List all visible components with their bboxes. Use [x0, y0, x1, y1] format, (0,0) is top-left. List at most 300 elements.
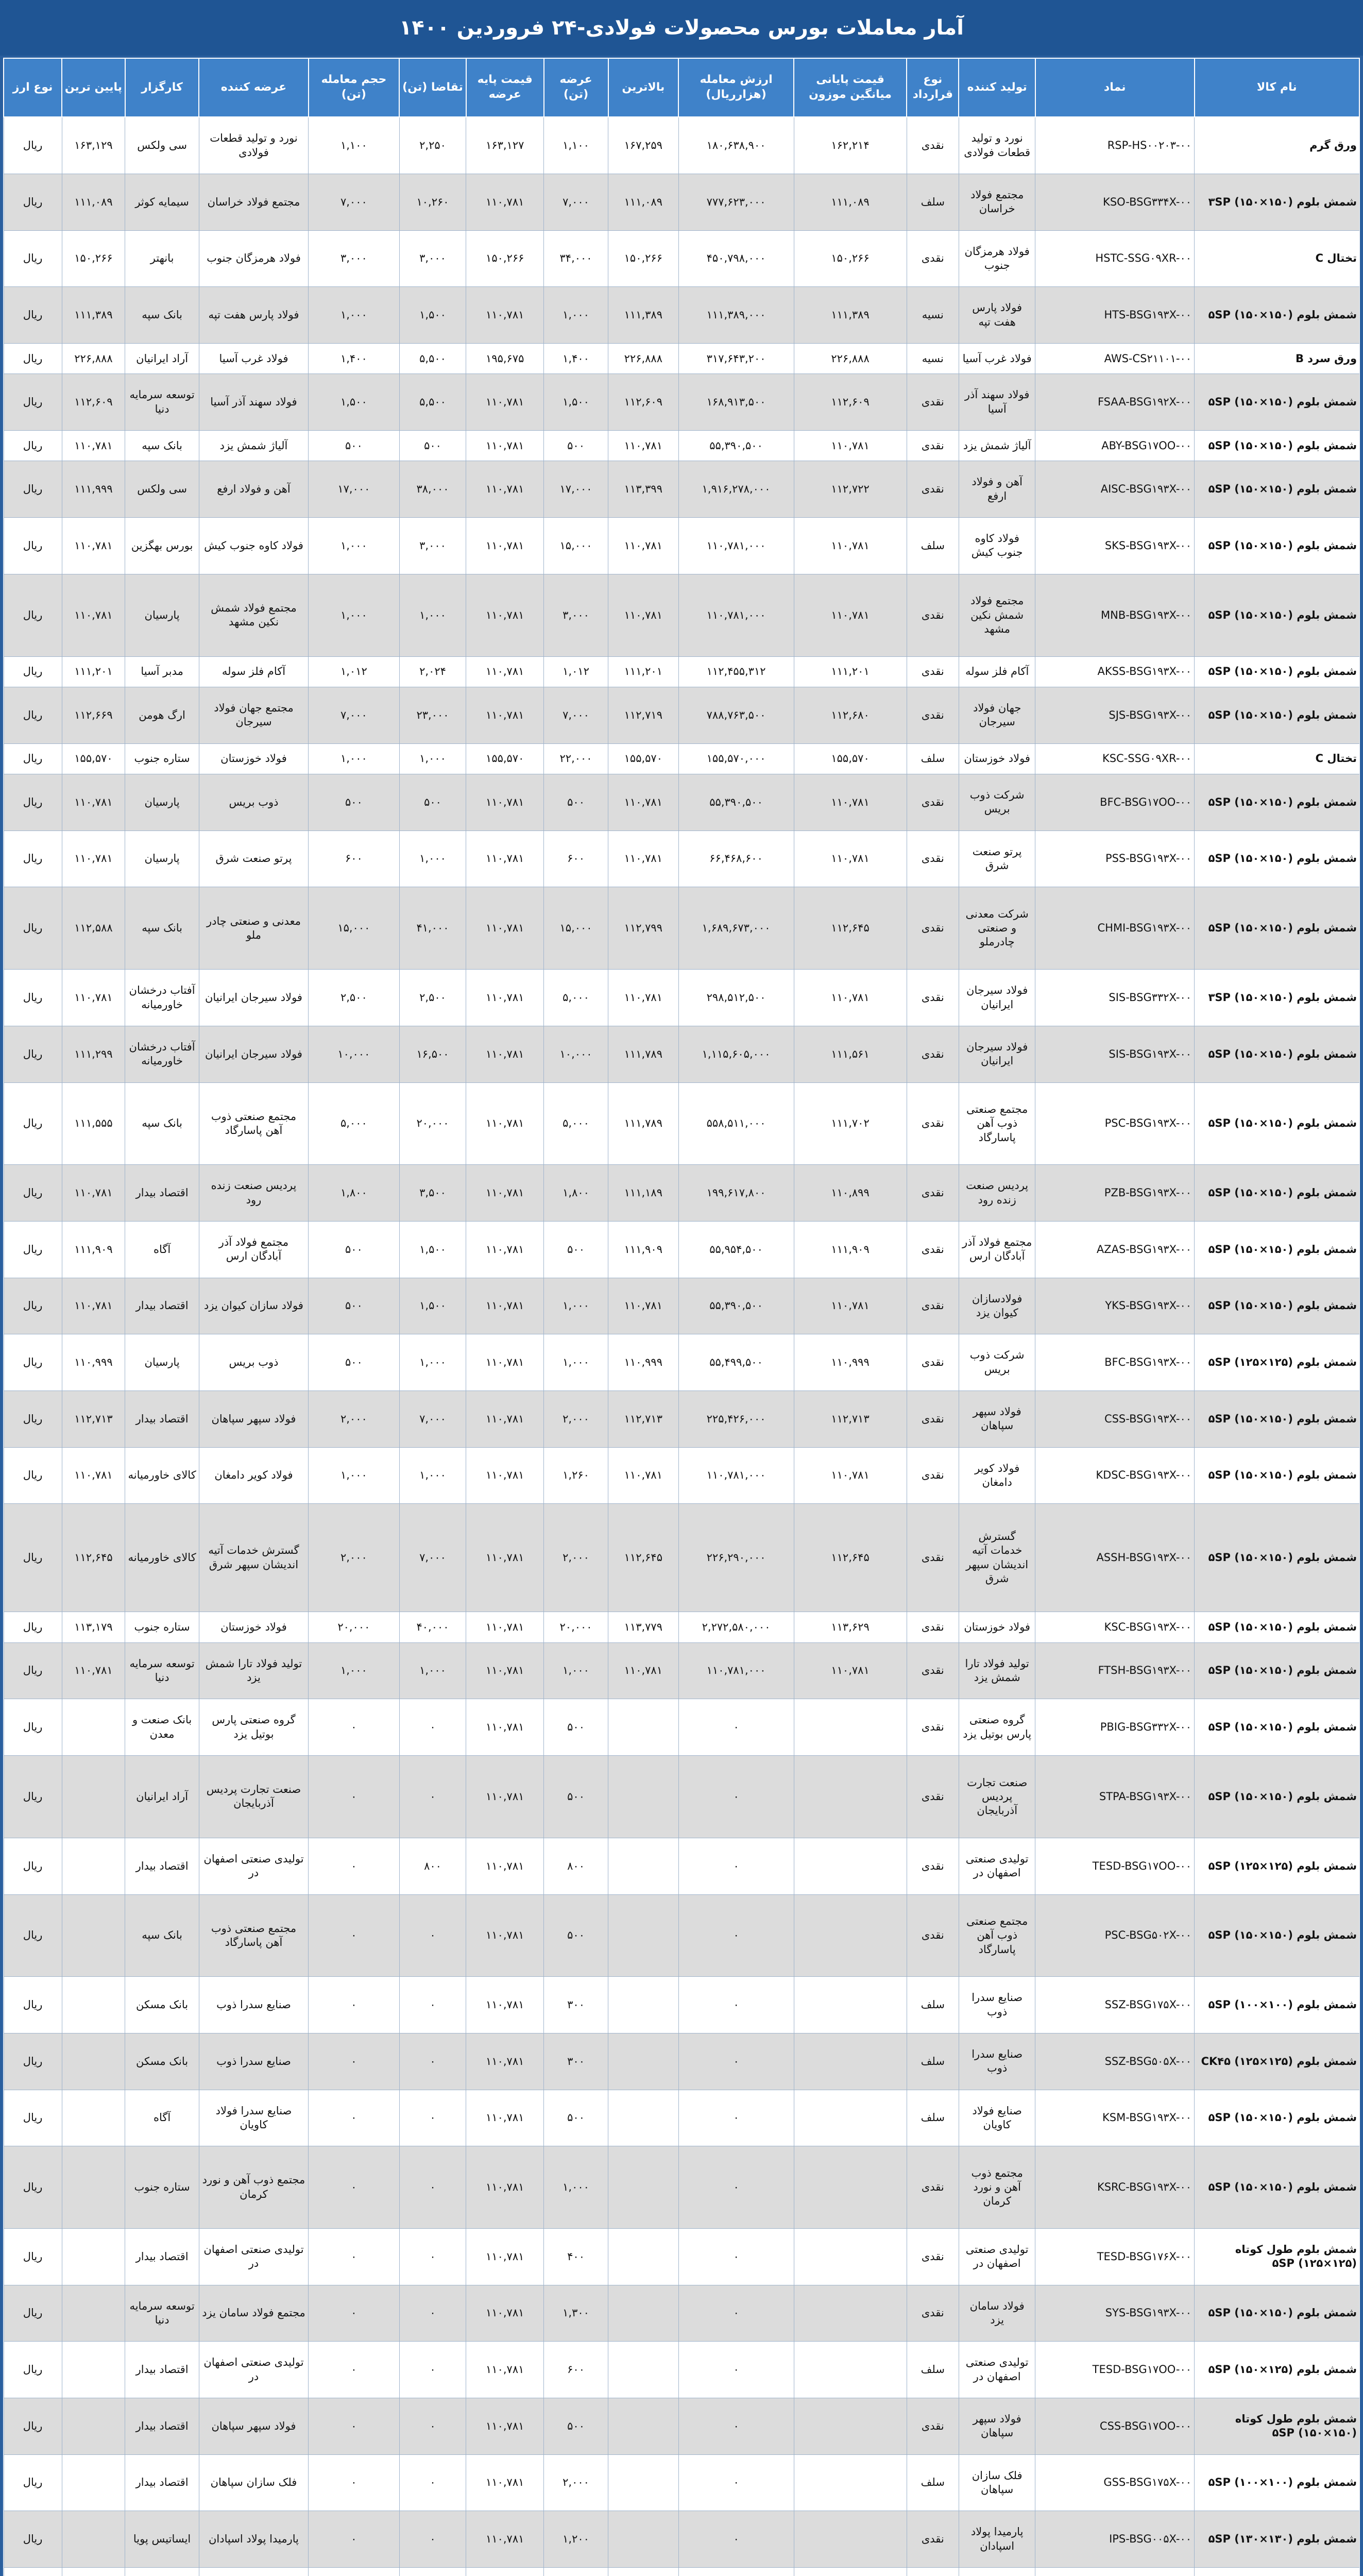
cell-base-price: ۱۱۰,۷۸۱	[466, 1026, 544, 1082]
cell-lowest	[62, 2285, 125, 2342]
cell-contract-type: سلف	[907, 518, 959, 574]
cell-supplier: فولاد کویر دامغان	[199, 1447, 308, 1504]
table-row	[4, 2090, 1359, 2146]
cell-base-price: ۱۱۰,۷۸۱	[466, 774, 544, 831]
cell-broker: اقتصاد بیدار	[125, 1838, 199, 1894]
table-row	[4, 2454, 1359, 2511]
cell-symbol: YKS-BSG۱۹۳X-۰۰	[1035, 1278, 1195, 1334]
cell-supplier: فولاد غرب آسیا	[199, 343, 308, 374]
cell-trade-value: ۲۲۵,۴۲۶,۰۰۰	[678, 1391, 794, 1447]
cell-trade-value: ۰	[678, 1977, 794, 2033]
cell-highest	[608, 2568, 679, 2576]
cell-symbol: ASSH-BSG۱۹۳X-۰۰	[1035, 1504, 1195, 1612]
cell-trade-volume: ۰	[309, 2146, 400, 2229]
cell-supply: ۱۵,۰۰۰	[544, 518, 608, 574]
cell-supply: ۶۰۰	[544, 2342, 608, 2398]
cell-base-price: ۱۱۰,۷۸۱	[466, 1391, 544, 1447]
cell-commodity: شمش بلوم (۱۵۰×۱۵۰) ۵SP	[1195, 2146, 1359, 2229]
cell-supply: ۱,۱۰۰	[544, 117, 608, 174]
cell-trade-value: ۱,۱۱۵,۶۰۵,۰۰۰	[678, 1026, 794, 1082]
cell-highest: ۱۱۱,۷۸۹	[608, 1026, 679, 1082]
cell-demand: ۸۰۰	[399, 1838, 466, 1894]
cell-producer: پارمیدا پولاد اسپادان	[959, 2511, 1035, 2568]
cell-trade-value: ۰	[678, 2342, 794, 2398]
cell-contract-type: نسیه	[907, 287, 959, 344]
cell-base-price: ۱۱۰,۷۸۱	[466, 374, 544, 431]
cell-symbol: BFC-BSG۱۷OO-۰۰	[1035, 774, 1195, 831]
cell-demand: ۲۰,۰۰۰	[399, 1082, 466, 1165]
table-row	[4, 774, 1359, 831]
table-row	[4, 1026, 1359, 1082]
cell-weighted-avg-price: ۱۱۱,۰۸۹	[794, 174, 907, 231]
table-row	[4, 887, 1359, 970]
cell-highest	[608, 2342, 679, 2398]
cell-highest: ۱۱۰,۷۸۱	[608, 574, 679, 656]
cell-demand: ۴۱,۰۰۰	[399, 887, 466, 970]
cell-supplier: تولیدی صنعتی اصفهان در	[199, 2342, 308, 2398]
cell-lowest: ۱۱۰,۷۸۱	[62, 970, 125, 1026]
cell-contract-type: نقدی	[907, 1642, 959, 1699]
cell-trade-value: ۵۵,۳۹۰,۵۰۰	[678, 1278, 794, 1334]
table-row	[4, 1977, 1359, 2033]
cell-trade-volume: ۷,۰۰۰	[309, 687, 400, 744]
cell-producer: فولادسازان کیوان یزد	[959, 1278, 1035, 1334]
cell-lowest: ۱۱۰,۷۸۱	[62, 1278, 125, 1334]
cell-symbol: AISC-BSG۱۹۳X-۰۰	[1035, 461, 1195, 518]
cell-broker: بانهتر	[125, 230, 199, 287]
cell-weighted-avg-price: ۱۱۱,۵۶۱	[794, 1026, 907, 1082]
cell-supplier: صنایع سدرا ذوب	[199, 1977, 308, 2033]
cell-trade-value: ۵۵,۳۹۰,۵۰۰	[678, 431, 794, 461]
cell-trade-volume: ۱,۰۱۲	[309, 656, 400, 687]
cell-weighted-avg-price: ۱۱۰,۷۸۱	[794, 774, 907, 831]
cell-weighted-avg-price	[794, 2285, 907, 2342]
cell-broker: مدبر آسیا	[125, 656, 199, 687]
cell-trade-value: ۰	[678, 2033, 794, 2090]
cell-supply: ۱,۸۰۰	[544, 1165, 608, 1222]
cell-base-price: ۱۱۰,۷۸۱	[466, 887, 544, 970]
cell-commodity: شمش بلوم (۱۵۰×۱۵۰) ۵SP	[1195, 1447, 1359, 1504]
cell-producer: گسترش خدمات آتیه اندیشان سپهر شرق	[959, 1504, 1035, 1612]
cell-base-price: ۱۱۰,۷۸۱	[466, 2285, 544, 2342]
cell-supplier: فلک سازان سپاهان	[199, 2454, 308, 2511]
cell-demand: ۳,۵۰۰	[399, 1165, 466, 1222]
cell-currency: ریال	[4, 374, 62, 431]
cell-demand: ۰	[399, 1699, 466, 1756]
cell-trade-volume: ۵۰۰	[309, 774, 400, 831]
cell-highest: ۱۱۱,۷۸۹	[608, 1082, 679, 1165]
cell-trade-value: ۰	[678, 1756, 794, 1838]
cell-supply: ۲۰,۰۰۰	[544, 1612, 608, 1642]
cell-weighted-avg-price: ۱۱۲,۶۴۵	[794, 1504, 907, 1612]
cell-producer: مجتمع ذوب آهن و نورد کرمان	[959, 2146, 1035, 2229]
cell-base-price: ۱۱۰,۷۸۱	[466, 1082, 544, 1165]
cell-broker: اقتصاد بیدار	[125, 2342, 199, 2398]
cell-lowest: ۱۱۱,۲۰۱	[62, 656, 125, 687]
cell-lowest: ۱۱۲,۵۸۸	[62, 887, 125, 970]
cell-producer: پردیس صنعت زنده رود	[959, 1165, 1035, 1222]
cell-lowest	[62, 2033, 125, 2090]
cell-trade-volume: ۵۰۰	[309, 1222, 400, 1278]
column-header-supply: عرضه (تن)	[544, 58, 608, 117]
cell-broker: توسعه سرمایه دنیا	[125, 374, 199, 431]
cell-broker: بانک سپه	[125, 287, 199, 344]
cell-base-price: ۱۱۰,۷۸۱	[466, 1756, 544, 1838]
cell-supply: ۵۰۰	[544, 2398, 608, 2455]
cell-highest	[608, 1838, 679, 1894]
cell-producer: فولاد هرمزگان جنوب	[959, 230, 1035, 287]
cell-contract-type: نقدی	[907, 2398, 959, 2455]
cell-weighted-avg-price	[794, 1838, 907, 1894]
cell-trade-volume	[309, 2568, 400, 2576]
cell-supplier: فولاد خوزستان	[199, 743, 308, 774]
cell-highest: ۱۱۰,۷۸۱	[608, 1642, 679, 1699]
cell-trade-value: ۰	[678, 1838, 794, 1894]
cell-demand: ۱,۰۰۰	[399, 743, 466, 774]
cell-supplier: فولاد کاوه جنوب کیش	[199, 518, 308, 574]
cell-commodity: تختال C	[1195, 230, 1359, 287]
cell-lowest: ۱۶۳,۱۲۹	[62, 117, 125, 174]
cell-weighted-avg-price	[794, 2033, 907, 2090]
cell-producer: شرکت ذوب بریس	[959, 774, 1035, 831]
column-header-trade-volume: حجم معامله (تن)	[309, 58, 400, 117]
cell-currency: ریال	[4, 687, 62, 744]
cell-weighted-avg-price: ۱۱۰,۸۹۹	[794, 1165, 907, 1222]
cell-demand: ۱,۰۰۰	[399, 1334, 466, 1391]
cell-demand: ۴۰,۰۰۰	[399, 1612, 466, 1642]
cell-broker: اقتصاد بیدار	[125, 1391, 199, 1447]
table-row	[4, 1612, 1359, 1642]
cell-producer: تولیدی صنعتی اصفهان در	[959, 2229, 1035, 2285]
cell-demand: ۵۰۰	[399, 774, 466, 831]
cell-highest: ۱۱۰,۷۸۱	[608, 431, 679, 461]
page-title: آمار معاملات بورس محصولات فولادی-۲۴ فروردین ۱۴۰۰	[0, 0, 1363, 56]
cell-currency: ریال	[4, 1447, 62, 1504]
cell-symbol: SIS-BSG۳۳۲X-۰۰	[1035, 970, 1195, 1026]
cell-contract-type: نقدی	[907, 656, 959, 687]
cell-base-price: ۱۱۰,۷۸۱	[466, 2229, 544, 2285]
cell-commodity: شمش بلوم (۱۵۰×۱۵۰) ۳SP	[1195, 970, 1359, 1026]
cell-supplier: فولاد سیرجان ایرانیان	[199, 1026, 308, 1082]
cell-contract-type: نقدی	[907, 2229, 959, 2285]
cell-supply: ۳,۰۰۰	[544, 574, 608, 656]
cell-broker: آگاه	[125, 1222, 199, 1278]
cell-demand: ۷,۰۰۰	[399, 1504, 466, 1612]
cell-highest: ۱۱۲,۷۱۹	[608, 687, 679, 744]
table-header-row	[4, 58, 1359, 117]
cell-commodity: شمش بلوم (۱۵۰×۱۵۰) ۵SP	[1195, 1278, 1359, 1334]
table-row	[4, 1447, 1359, 1504]
cell-highest: ۱۱۱,۱۸۹	[608, 1165, 679, 1222]
cell-lowest: ۱۱۰,۷۸۱	[62, 518, 125, 574]
cell-weighted-avg-price: ۱۱۰,۷۸۱	[794, 1642, 907, 1699]
cell-lowest: ۱۱۱,۰۸۹	[62, 174, 125, 231]
cell-commodity: شمش بلوم (۱۵۰×۱۵۰) ۵SP	[1195, 1222, 1359, 1278]
cell-symbol: PSS-BSG۱۹۳X-۰۰	[1035, 831, 1195, 887]
column-header-trade-value: ارزش معامله (هزارریال)	[678, 58, 794, 117]
cell-supplier: پردیس صنعت زنده رود	[199, 1165, 308, 1222]
cell-demand: ۰	[399, 2229, 466, 2285]
cell-supply: ۱,۲۰۰	[544, 2511, 608, 2568]
cell-producer: مجتمع فولاد خراسان	[959, 174, 1035, 231]
cell-symbol: KSC-BSG۱۹۳X-۰۰	[1035, 1612, 1195, 1642]
cell-currency: ریال	[4, 287, 62, 344]
cell-demand: ۰	[399, 1977, 466, 2033]
cell-trade-value: ۲۹۸,۵۱۲,۵۰۰	[678, 970, 794, 1026]
cell-supplier: ذوب بریس	[199, 1334, 308, 1391]
cell-weighted-avg-price	[794, 2568, 907, 2576]
cell-supplier: تولید فولاد تارا شمش یزد	[199, 1642, 308, 1699]
cell-base-price: ۱۱۰,۷۸۱	[466, 2090, 544, 2146]
cell-supply: ۵۰۰	[544, 1756, 608, 1838]
cell-broker: بانک سپه	[125, 887, 199, 970]
cell-broker: کالای خاورمیانه	[125, 1504, 199, 1612]
cell-contract-type: نقدی	[907, 1756, 959, 1838]
cell-trade-value: ۰	[678, 1894, 794, 1977]
cell-supplier: تولیدی صنعتی اصفهان در	[199, 2229, 308, 2285]
cell-trade-volume: ۱,۰۰۰	[309, 518, 400, 574]
cell-contract-type: نقدی	[907, 117, 959, 174]
cell-broker: بانک سپه	[125, 1082, 199, 1165]
table-row	[4, 518, 1359, 574]
cell-symbol: PZB-BSG۱۹۳X-۰۰	[1035, 1165, 1195, 1222]
cell-producer: فولاد غرب آسیا	[959, 343, 1035, 374]
cell-currency: ریال	[4, 1082, 62, 1165]
cell-trade-volume: ۷,۰۰۰	[309, 174, 400, 231]
cell-broker: پارسیان	[125, 774, 199, 831]
cell-supply: ۱,۴۰۰	[544, 343, 608, 374]
cell-trade-volume: ۰	[309, 2511, 400, 2568]
cell-demand: ۲,۲۵۰	[399, 117, 466, 174]
cell-lowest: ۱۱۳,۱۷۹	[62, 1612, 125, 1642]
cell-commodity: شمش بلوم (۱۵۰×۱۵۰) ۵SP	[1195, 887, 1359, 970]
cell-weighted-avg-price: ۱۱۰,۷۸۱	[794, 574, 907, 656]
cell-symbol: SSZ-BSG۵۰۵X-۰۰	[1035, 2033, 1195, 2090]
cell-demand: ۰	[399, 2285, 466, 2342]
cell-contract-type: سلف	[907, 2454, 959, 2511]
cell-broker: پارسیان	[125, 1334, 199, 1391]
cell-commodity: شمش بلوم (۱۵۰×۱۵۰) ۵SP	[1195, 518, 1359, 574]
cell-supply: ۵۰۰	[544, 2090, 608, 2146]
cell-broker	[125, 2568, 199, 2576]
cell-contract-type: نقدی	[907, 1699, 959, 1756]
cell-demand: ۱,۰۰۰	[399, 574, 466, 656]
cell-base-price: ۱۶۳,۱۲۷	[466, 117, 544, 174]
cell-demand: ۰	[399, 2033, 466, 2090]
cell-broker: اقتصاد بیدار	[125, 2229, 199, 2285]
column-header-broker: کارگزار	[125, 58, 199, 117]
cell-trade-volume: ۱,۰۰۰	[309, 1642, 400, 1699]
cell-producer: آکام فلز سوله	[959, 656, 1035, 687]
cell-weighted-avg-price: ۱۱۰,۹۹۹	[794, 1334, 907, 1391]
cell-currency: ریال	[4, 1642, 62, 1699]
table-row	[4, 1165, 1359, 1222]
cell-lowest	[62, 1756, 125, 1838]
cell-symbol: SYS-BSG۱۹۳X-۰۰	[1035, 2285, 1195, 2342]
cell-broker: سی ولکس	[125, 461, 199, 518]
cell-weighted-avg-price: ۱۵۵,۵۷۰	[794, 743, 907, 774]
cell-highest	[608, 1756, 679, 1838]
cell-base-price: ۱۱۰,۷۸۱	[466, 1894, 544, 1977]
table-row	[4, 1699, 1359, 1756]
cell-symbol: PSC-BSG۵۰۲X-۰۰	[1035, 1894, 1195, 1977]
cell-contract-type: نقدی	[907, 1612, 959, 1642]
cell-commodity: شمش بلوم (۱۵۰×۱۵۰) ۳SP	[1195, 174, 1359, 231]
cell-commodity: شمش بلوم (۱۵۰×۱۵۰) ۵SP	[1195, 656, 1359, 687]
cell-currency: ریال	[4, 887, 62, 970]
cell-lowest: ۱۱۰,۷۸۱	[62, 1447, 125, 1504]
cell-lowest	[62, 2229, 125, 2285]
cell-supply: ۲۲,۰۰۰	[544, 743, 608, 774]
cell-base-price: ۱۱۰,۷۸۱	[466, 1278, 544, 1334]
cell-broker: پارسیان	[125, 574, 199, 656]
cell-highest: ۱۱۳,۳۹۹	[608, 461, 679, 518]
cell-broker: ستاره جنوب	[125, 1612, 199, 1642]
table-row	[4, 1894, 1359, 1977]
cell-currency: ریال	[4, 1222, 62, 1278]
cell-trade-volume: ۵۰۰	[309, 431, 400, 461]
cell-highest: ۱۱۱,۲۰۱	[608, 656, 679, 687]
cell-base-price: ۱۵۰,۲۶۶	[466, 230, 544, 287]
cell-currency: ریال	[4, 117, 62, 174]
cell-supplier: فولاد سپهر سپاهان	[199, 2398, 308, 2455]
cell-supply: ۱,۰۰۰	[544, 1642, 608, 1699]
column-header-symbol: نماد	[1035, 58, 1195, 117]
cell-demand	[399, 2568, 466, 2576]
cell-contract-type: نقدی	[907, 1894, 959, 1977]
cell-trade-volume: ۱,۰۰۰	[309, 1447, 400, 1504]
cell-contract-type: نقدی	[907, 230, 959, 287]
column-header-contract-type: نوع قرارداد	[907, 58, 959, 117]
cell-broker: بورس بهگزین	[125, 518, 199, 574]
cell-lowest: ۱۱۰,۷۸۱	[62, 431, 125, 461]
cell-symbol: SSZ-BSG۱۷۵X-۰۰	[1035, 1977, 1195, 2033]
cell-trade-value: ۰	[678, 2090, 794, 2146]
cell-trade-volume: ۰	[309, 2342, 400, 2398]
table-row	[4, 1391, 1359, 1447]
cell-symbol: MNB-BSG۱۹۳X-۰۰	[1035, 574, 1195, 656]
cell-supply: ۲,۰۰۰	[544, 2454, 608, 2511]
cell-supplier: مجتمع صنعتی ذوب آهن پاسارگاد	[199, 1894, 308, 1977]
cell-weighted-avg-price: ۱۱۳,۶۲۹	[794, 1612, 907, 1642]
cell-highest	[608, 2285, 679, 2342]
cell-supplier	[199, 2568, 308, 2576]
cell-highest: ۱۱۳,۷۷۹	[608, 1612, 679, 1642]
cell-commodity: ورق سرد B	[1195, 343, 1359, 374]
cell-lowest	[62, 2146, 125, 2229]
table-row	[4, 687, 1359, 744]
trading-table	[3, 58, 1360, 2576]
cell-trade-value: ۱۱۲,۴۵۵,۳۱۲	[678, 656, 794, 687]
column-header-producer: تولید کننده	[959, 58, 1035, 117]
cell-demand: ۱,۵۰۰	[399, 1278, 466, 1334]
cell-broker: بانک صنعت و معدن	[125, 1699, 199, 1756]
cell-demand: ۵,۵۰۰	[399, 374, 466, 431]
cell-commodity: شمش بلوم (۱۵۰×۱۵۰) ۵SP	[1195, 2090, 1359, 2146]
cell-trade-value: ۱۱۰,۷۸۱,۰۰۰	[678, 1447, 794, 1504]
cell-trade-value: ۶۶,۴۶۸,۶۰۰	[678, 831, 794, 887]
cell-weighted-avg-price	[794, 1894, 907, 1977]
cell-base-price: ۱۱۰,۷۸۱	[466, 1447, 544, 1504]
cell-commodity: ورق گرم	[1195, 117, 1359, 174]
cell-highest	[608, 2146, 679, 2229]
cell-supply: ۴۰۰	[544, 2229, 608, 2285]
cell-trade-volume: ۱۷,۰۰۰	[309, 461, 400, 518]
cell-lowest	[62, 1838, 125, 1894]
cell-trade-value: ۱۸۰,۶۳۸,۹۰۰	[678, 117, 794, 174]
cell-producer: فولاد خوزستان	[959, 743, 1035, 774]
cell-highest: ۱۱۲,۶۴۵	[608, 1504, 679, 1612]
cell-supply: ۷,۰۰۰	[544, 174, 608, 231]
cell-commodity: شمش بلوم (۱۵۰×۱۵۰) ۵SP	[1195, 1165, 1359, 1222]
cell-supply: ۱,۳۰۰	[544, 2285, 608, 2342]
cell-contract-type: نقدی	[907, 2146, 959, 2229]
cell-base-price: ۱۱۰,۷۸۱	[466, 687, 544, 744]
table-row	[4, 2229, 1359, 2285]
cell-symbol: RSP-HS۰۰۲۰۳-۰۰	[1035, 117, 1195, 174]
cell-contract-type: سلف	[907, 2033, 959, 2090]
cell-trade-value: ۱۱۰,۷۸۱,۰۰۰	[678, 518, 794, 574]
cell-highest: ۱۱۲,۷۹۹	[608, 887, 679, 970]
cell-commodity: شمش بلوم (۱۵۰×۱۵۰) ۵SP	[1195, 831, 1359, 887]
cell-broker: بانک سپه	[125, 431, 199, 461]
cell-supply: ۳۰۰	[544, 2033, 608, 2090]
cell-trade-value: ۵۵,۴۹۹,۵۰۰	[678, 1334, 794, 1391]
cell-broker: ستاره جنوب	[125, 2146, 199, 2229]
cell-supply: ۱۰,۰۰۰	[544, 1026, 608, 1082]
cell-currency: ریال	[4, 2033, 62, 2090]
table-row	[4, 1334, 1359, 1391]
cell-supply: ۲,۰۰۰	[544, 1391, 608, 1447]
cell-commodity: شمش بلوم (۱۵۰×۱۵۰) ۵SP	[1195, 461, 1359, 518]
cell-base-price: ۱۱۰,۷۸۱	[466, 1612, 544, 1642]
cell-currency: ریال	[4, 1894, 62, 1977]
cell-weighted-avg-price	[794, 2146, 907, 2229]
cell-base-price: ۱۱۰,۷۸۱	[466, 2342, 544, 2398]
cell-commodity: شمش بلوم (۱۵۰×۱۵۰) ۵SP	[1195, 574, 1359, 656]
cell-trade-volume: ۱,۴۰۰	[309, 343, 400, 374]
cell-highest	[608, 2229, 679, 2285]
cell-producer: فولاد سهند آذر آسیا	[959, 374, 1035, 431]
cell-base-price: ۱۱۰,۷۸۱	[466, 970, 544, 1026]
cell-weighted-avg-price	[794, 1699, 907, 1756]
cell-producer: صنایع فولاد کاویان	[959, 2090, 1035, 2146]
cell-symbol: FTSH-BSG۱۹۳X-۰۰	[1035, 1642, 1195, 1699]
cell-symbol: CSS-BSG۱۷OO-۰۰	[1035, 2398, 1195, 2455]
cell-weighted-avg-price: ۱۶۲,۲۱۴	[794, 117, 907, 174]
cell-highest	[608, 2454, 679, 2511]
cell-base-price: ۱۱۰,۷۸۱	[466, 431, 544, 461]
cell-highest: ۱۱۰,۹۹۹	[608, 1334, 679, 1391]
cell-weighted-avg-price: ۱۱۱,۹۰۹	[794, 1222, 907, 1278]
cell-commodity: شمش بلوم (۱۵۰×۱۵۰) ۵SP	[1195, 431, 1359, 461]
cell-symbol: AKSS-BSG۱۹۳X-۰۰	[1035, 656, 1195, 687]
cell-highest: ۱۱۰,۷۸۱	[608, 831, 679, 887]
cell-supply: ۱,۵۰۰	[544, 374, 608, 431]
cell-currency: ریال	[4, 2229, 62, 2285]
cell-broker: اقتصاد بیدار	[125, 1278, 199, 1334]
cell-highest: ۱۱۰,۷۸۱	[608, 1447, 679, 1504]
column-header-lowest: پایین ترین	[62, 58, 125, 117]
cell-currency: ریال	[4, 1838, 62, 1894]
cell-weighted-avg-price	[794, 2229, 907, 2285]
cell-base-price: ۱۱۰,۷۸۱	[466, 461, 544, 518]
cell-supplier: معدنی و صنعتی چادر ملو	[199, 887, 308, 970]
cell-contract-type: سلف	[907, 2090, 959, 2146]
cell-producer: آلیاژ شمش یزد	[959, 431, 1035, 461]
cell-broker: آگاه	[125, 2090, 199, 2146]
cell-producer: شرکت معدنی و صنعتی چادرملو	[959, 887, 1035, 970]
